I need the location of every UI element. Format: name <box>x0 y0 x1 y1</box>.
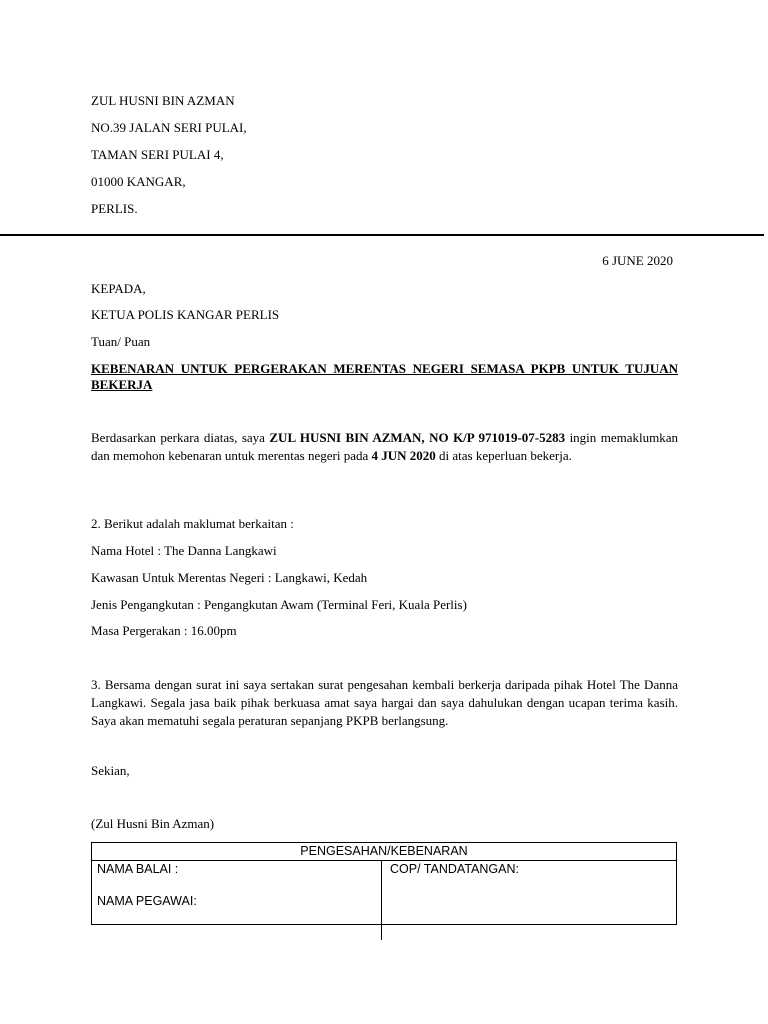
officer-name-label: NAMA PEGAWAI: <box>97 894 197 908</box>
letter-date: 6 JUNE 2020 <box>602 253 673 268</box>
salutation: Tuan/ Puan <box>91 334 151 349</box>
detail-hotel: Nama Hotel : The Danna Langkawi <box>91 543 277 558</box>
sender-address-line-2: TAMAN SERI PULAI 4, <box>91 147 224 162</box>
travel-date: 4 JUN 2020 <box>371 448 436 463</box>
approval-box-divider <box>381 860 382 940</box>
station-name-label: NAMA BALAI : <box>97 862 179 876</box>
signature-name: (Zul Husni Bin Azman) <box>91 816 215 831</box>
recipient-to: KEPADA, <box>91 281 146 296</box>
paragraph-1-text-1: Berdasarkan perkara diatas, saya <box>91 430 270 445</box>
sender-postcode-city: 01000 KANGAR, <box>91 174 186 189</box>
detail-time: Masa Pergerakan : 16.00pm <box>91 623 237 638</box>
approval-box <box>91 842 677 925</box>
paragraph-3: 3. Bersama dengan surat ini saya sertakan surat pengesahan kembali berkerja daripada pihak Hotel The Danna Langkawi. Segala jasa baik pihak berkuasa amat saya hargai dan saya dahulukan dengan ucapan terima kasih. Saya akan mematuhi segala peraturan sepanjang PKPB berlangsung. <box>91 677 678 728</box>
details-intro: 2. Berikut adalah maklumat berkaitan : <box>91 516 294 531</box>
sender-address-line-1: NO.39 JALAN SERI PULAI, <box>91 120 247 135</box>
letter-subject: KEBENARAN UNTUK PERGERAKAN MERENTAS NEGERI SEMASA PKPB UNTUK TUJUAN BEKERJA <box>91 361 678 392</box>
applicant-name-ic: ZUL HUSNI BIN AZMAN, NO K/P 971019-07-5283 <box>269 430 566 445</box>
sender-state: PERLIS. <box>91 201 138 216</box>
paragraph-1-text-3: di atas keperluan bekerja. <box>435 448 572 463</box>
header-divider <box>0 234 764 236</box>
paragraph-1-text-2: ingin memaklumkan dan memohon kebenaran untuk merentas negeri pada <box>91 430 678 463</box>
recipient-name: KETUA POLIS KANGAR PERLIS <box>91 307 280 322</box>
paragraph-1 <box>91 429 678 465</box>
approval-box-title: PENGESAHAN/KEBENARAN <box>92 843 676 861</box>
closing: Sekian, <box>91 763 130 778</box>
detail-transport: Jenis Pengangkutan : Pengangkutan Awam (Terminal Feri, Kuala Perlis) <box>91 597 467 612</box>
sender-name: ZUL HUSNI BIN AZMAN <box>91 93 235 108</box>
stamp-signature-label: COP/ TANDATANGAN: <box>390 862 519 876</box>
detail-area: Kawasan Untuk Merentas Negeri : Langkawi, Kedah <box>91 570 368 585</box>
